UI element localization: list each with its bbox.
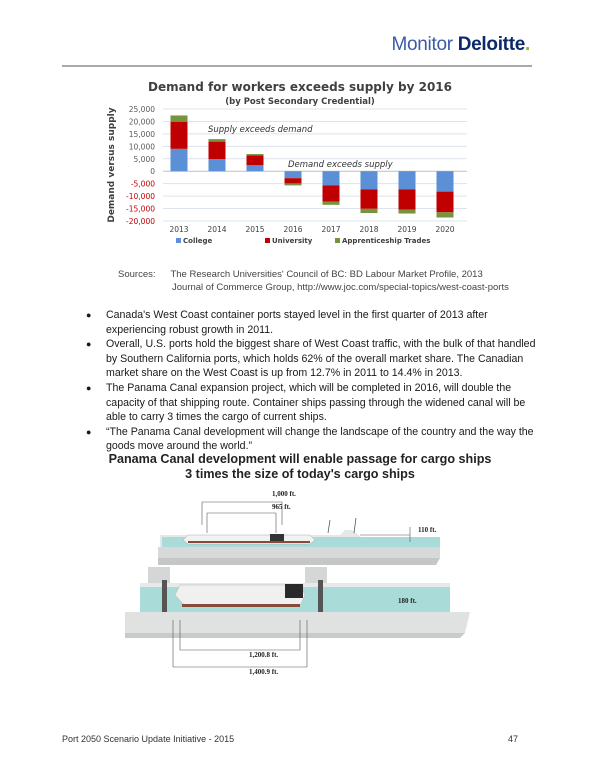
current-ship-bridge bbox=[270, 534, 284, 541]
legend-label: University bbox=[272, 237, 313, 245]
x-tick-label: 2020 bbox=[435, 225, 455, 234]
bullet-icon: ● bbox=[86, 339, 92, 350]
panama-title bbox=[100, 452, 500, 482]
bullet-list bbox=[86, 308, 536, 454]
bar-university-2019 bbox=[399, 189, 416, 209]
bar-college-2018 bbox=[361, 171, 378, 189]
footer-title: Port 2050 Scenario Update Initiative - 2015 bbox=[62, 734, 235, 744]
bar-college-2020 bbox=[437, 171, 454, 191]
chart-subtitle: (by Post Secondary Credential) bbox=[225, 97, 375, 107]
bullet-icon: ● bbox=[86, 382, 92, 393]
sources-block bbox=[118, 268, 509, 294]
bar-apprenticeship-trades-2020 bbox=[437, 212, 454, 217]
bar-college-2015 bbox=[247, 165, 264, 171]
expanded-lock bbox=[125, 567, 470, 667]
legend-swatch-apprenticeship-trades bbox=[335, 238, 340, 243]
current-lock bbox=[158, 502, 440, 565]
source-line-1: The Research Universities' Council of BC: BD Labour Market Profile, 2013 bbox=[170, 269, 483, 280]
y-tick-label: 5,000 bbox=[133, 154, 155, 164]
panama-title-line-1: Panama Canal development will enable passage for cargo ships bbox=[108, 452, 492, 466]
label-new-ship-length: 1,200.8 ft. bbox=[249, 651, 279, 659]
x-tick-label: 2014 bbox=[207, 225, 227, 234]
bullet-text: Overall, U.S. ports hold the biggest share of West Coast traffic, with the bulk of that handled by Southern California ports, which holds 62% of the overall market share. The Canadian market share on the West Coast is up from 12.7% in 2011 to 14.4% in 2013. bbox=[106, 338, 536, 380]
panama-title-line-2: 3 times the size of today's cargo ships bbox=[185, 467, 415, 481]
x-tick-label: 2016 bbox=[283, 225, 303, 234]
y-tick-label: -10,000 bbox=[126, 192, 155, 202]
bar-college-2019 bbox=[399, 171, 416, 189]
legend-label: Apprenticeship Trades bbox=[342, 237, 431, 245]
bullet-item bbox=[86, 381, 536, 425]
legend-swatch-college bbox=[176, 238, 181, 243]
bar-university-2020 bbox=[437, 192, 454, 213]
logo-deloitte-text: Deloitte bbox=[457, 34, 526, 55]
current-lock-base bbox=[158, 558, 440, 565]
chart-title: Demand for workers exceeds supply by 2016 bbox=[147, 80, 452, 94]
bar-apprenticeship-trades-2016 bbox=[285, 183, 302, 185]
bar-apprenticeship-trades-2013 bbox=[171, 115, 188, 121]
y-tick-label: 0 bbox=[150, 167, 155, 177]
page-number: 47 bbox=[508, 734, 519, 744]
lock-gate-right-channel bbox=[318, 580, 323, 615]
bar-university-2017 bbox=[323, 185, 340, 201]
label-old-ship-length: 965 ft. bbox=[272, 503, 291, 511]
bullet-text: The Panama Canal expansion project, which will be completed in 2016, will double the capacity of that shipping route. Container ships passing through the widened canal will be able to carry 3 times the cargo of current ships. bbox=[106, 381, 526, 424]
y-tick-label: 10,000 bbox=[128, 142, 155, 152]
source-line-2: Journal of Commerce Group, http://www.joc.com/special-topics/west-coast-ports bbox=[172, 282, 509, 293]
bar-college-2014 bbox=[209, 159, 226, 171]
bullet-item bbox=[86, 425, 536, 454]
workers-demand-chart bbox=[90, 70, 510, 260]
label-new-width: 180 ft. bbox=[398, 597, 417, 605]
expanded-ship-bridge bbox=[285, 584, 303, 598]
bullet-item bbox=[86, 308, 536, 337]
x-tick-label: 2015 bbox=[245, 225, 265, 234]
bullet-item bbox=[86, 337, 536, 381]
bar-university-2013 bbox=[171, 122, 188, 149]
bar-university-2014 bbox=[209, 142, 226, 159]
x-tick-label: 2018 bbox=[359, 225, 379, 234]
bullet-text: “The Panama Canal development will change the landscape of the country and the way the goods move around the world.” bbox=[106, 425, 534, 453]
legend-label: College bbox=[183, 237, 213, 245]
current-lock-wall-front bbox=[158, 547, 440, 558]
annotation-demand-exceeds: Demand exceeds supply bbox=[288, 160, 393, 170]
label-old-lock-length: 1,000 ft. bbox=[272, 490, 296, 498]
bar-university-2015 bbox=[247, 155, 264, 165]
bar-apprenticeship-trades-2015 bbox=[247, 154, 264, 155]
bar-college-2016 bbox=[285, 171, 302, 178]
logo-monitor-text: Monitor bbox=[391, 34, 453, 55]
annotation-supply-exceeds: Supply exceeds demand bbox=[208, 125, 313, 135]
bullet-icon: ● bbox=[86, 310, 92, 320]
y-tick-label: 15,000 bbox=[128, 129, 155, 139]
x-tick-label: 2017 bbox=[321, 225, 341, 234]
expanded-lock-base bbox=[125, 633, 465, 638]
header-divider bbox=[62, 65, 532, 67]
monitor-deloitte-logo bbox=[391, 34, 530, 56]
chart-plot bbox=[90, 70, 510, 260]
y-tick-label: -20,000 bbox=[126, 217, 155, 226]
y-tick-label: 25,000 bbox=[128, 105, 155, 114]
lock-gate-left-channel bbox=[162, 580, 167, 615]
y-axis-label: Demand versus supply bbox=[107, 107, 117, 223]
bullet-text: Canada's West Coast container ports stayed level in the first quarter of 2013 after experiencing robust growth in 2011. bbox=[106, 309, 488, 336]
canal-locks-illustration bbox=[110, 485, 530, 685]
bar-apprenticeship-trades-2017 bbox=[323, 202, 340, 205]
canal-locks-diagram bbox=[110, 485, 530, 685]
bar-apprenticeship-trades-2018 bbox=[361, 209, 378, 213]
current-ship-hull bbox=[188, 541, 310, 543]
bar-university-2018 bbox=[361, 189, 378, 208]
bullet-icon: ● bbox=[86, 426, 92, 437]
logo-dot: . bbox=[525, 34, 530, 55]
expanded-ship-hull bbox=[182, 604, 300, 607]
bar-college-2017 bbox=[323, 171, 340, 185]
bar-university-2016 bbox=[285, 178, 302, 183]
bar-apprenticeship-trades-2019 bbox=[399, 210, 416, 214]
y-tick-label: 20,000 bbox=[128, 117, 155, 127]
label-new-lock-length: 1,400.9 ft. bbox=[249, 668, 279, 676]
label-old-width: 110 ft. bbox=[418, 526, 437, 534]
legend-swatch-university bbox=[265, 238, 270, 243]
y-tick-label: -15,000 bbox=[126, 204, 155, 214]
expanded-lock-wall-front bbox=[125, 612, 470, 633]
sources-label: Sources: bbox=[118, 269, 156, 280]
y-tick-label: -5,000 bbox=[130, 179, 155, 189]
bar-college-2013 bbox=[171, 149, 188, 171]
bar-apprenticeship-trades-2014 bbox=[209, 139, 226, 141]
x-tick-label: 2013 bbox=[169, 225, 189, 234]
x-tick-label: 2019 bbox=[397, 225, 417, 234]
